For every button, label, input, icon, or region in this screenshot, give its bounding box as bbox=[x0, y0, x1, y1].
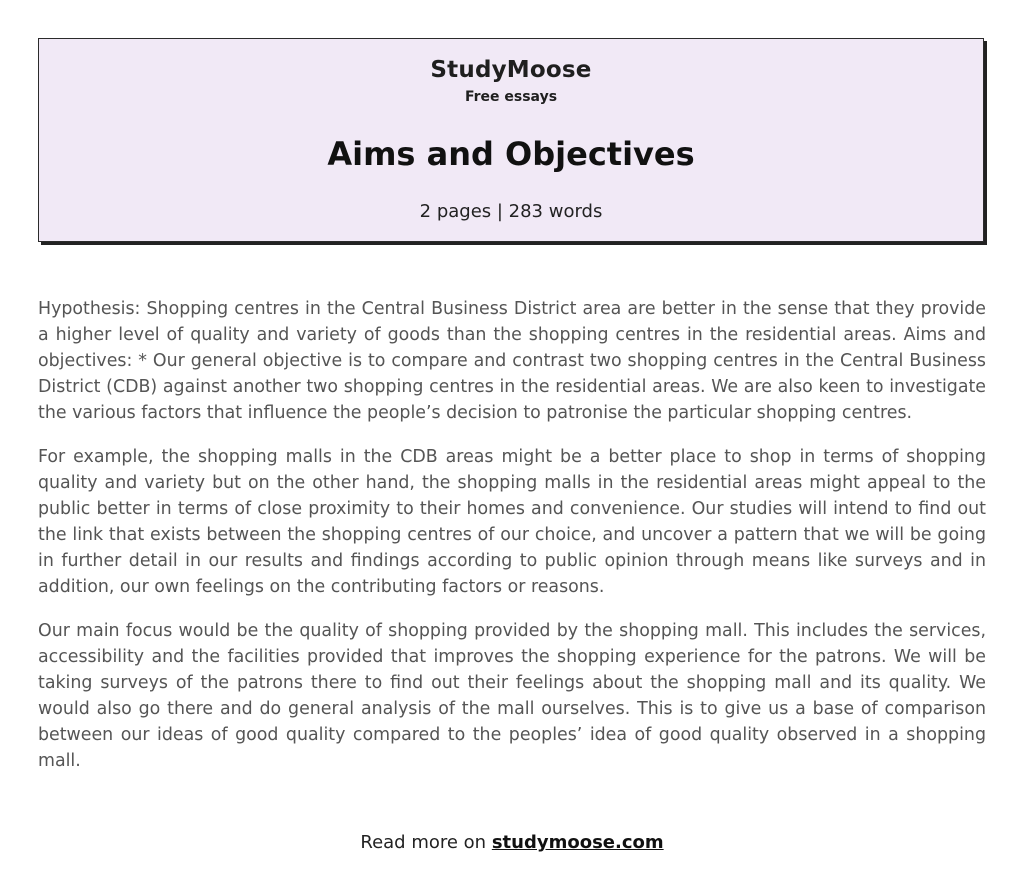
footer bbox=[0, 832, 1024, 853]
essay-paragraph: Hypothesis: Shopping centres in the Central Business District area are better in the sense that they provide a higher level of quality and variety of goods than the shopping centres in the residential areas. Aims and objectives: * Our general objective is to compare and contrast two shopping centres in the Central Business District (CDB) against another two shopping centres in the residential areas. We are also keen to investigate the various factors that influence the people’s decision to patronise the particular shopping centres. bbox=[38, 299, 986, 423]
essay-paragraph: Our main focus would be the quality of shopping provided by the shopping mall. This includes the services, accessibility and the facilities provided that improves the shopping experience for the patrons. We will be taking surveys of the patrons there to find out their feelings about the shopping mall and its quality. We would also go there and do general analysis of the mall ourselves. This is to give us a base of comparison between our ideas of good quality compared to the peoples’ idea of good quality observed in a shopping mall. bbox=[38, 621, 986, 771]
footer-prefix: Read more on bbox=[360, 832, 492, 853]
essay-paragraph: For example, the shopping malls in the CDB areas might be a better place to shop in terms of shopping quality and variety but on the other hand, the shopping malls in the residential areas might appeal to the public better in terms of close proximity to their homes and convenience. Our studies will intend to find out the link that exists between the shopping centres of our choice, and uncover a pattern that we will be going in further detail in our results and findings according to public opinion through means like surveys and in addition, our own feelings on the contributing factors or reasons. bbox=[38, 447, 986, 597]
essay-header-card bbox=[38, 38, 984, 242]
studymoose-link[interactable]: studymoose.com bbox=[491, 832, 664, 853]
brand-logo: StudyMoose bbox=[430, 57, 592, 83]
essay-body bbox=[38, 296, 986, 792]
brand-tagline: Free essays bbox=[464, 89, 558, 105]
essay-meta: 2 pages | 283 words bbox=[419, 201, 603, 222]
page-title: Aims and Objectives bbox=[327, 135, 695, 173]
